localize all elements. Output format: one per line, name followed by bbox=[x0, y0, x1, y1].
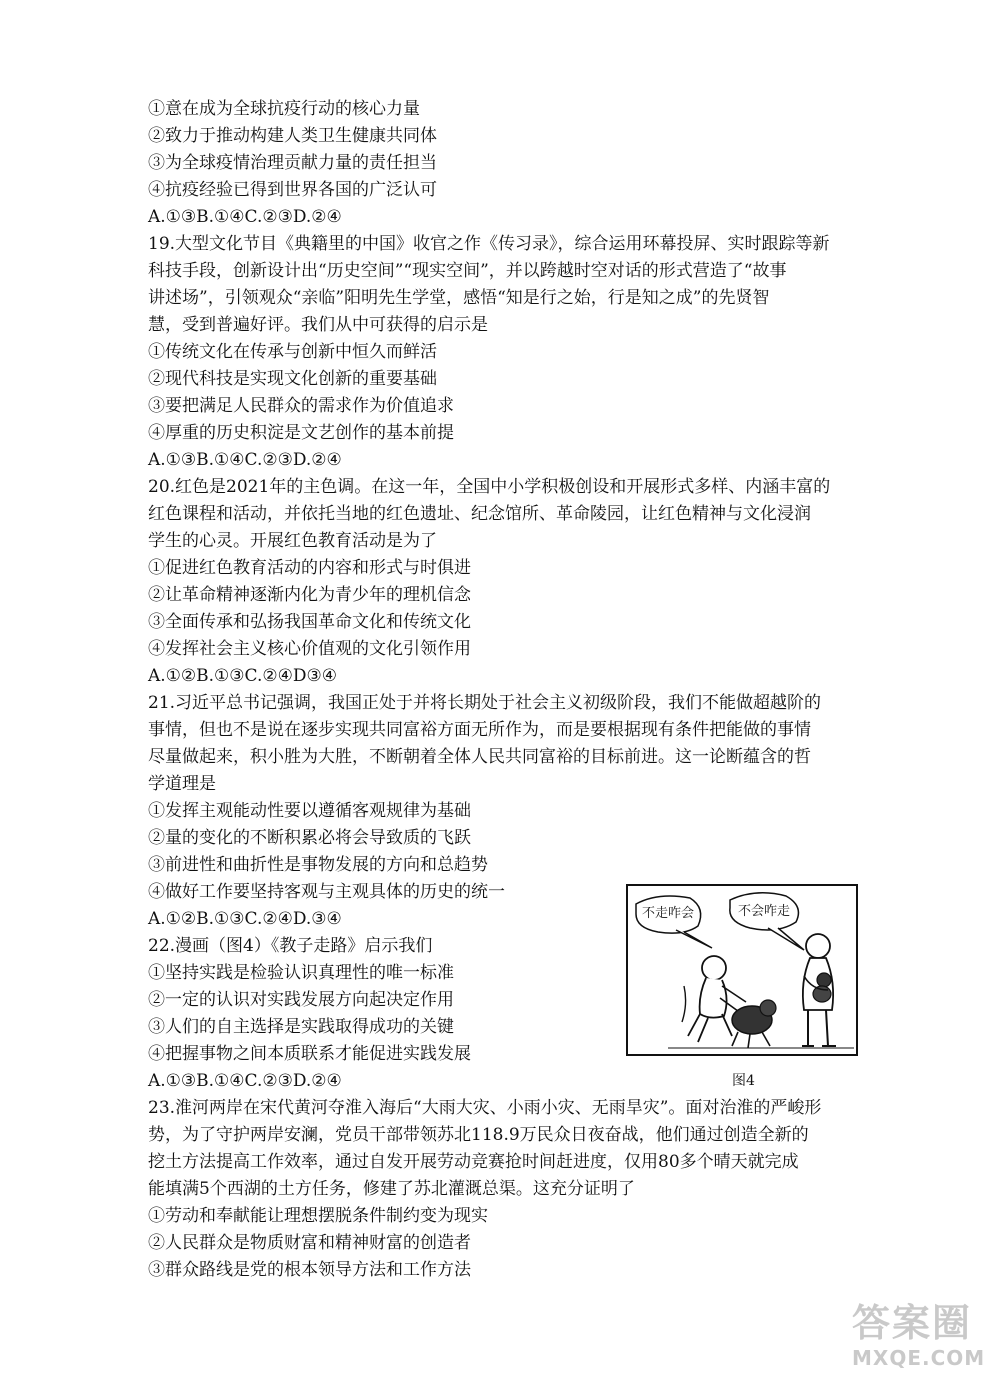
option-line: ③人们的自主选择是实践取得成功的关键 bbox=[148, 1017, 454, 1037]
option-line: ①传统文化在传承与创新中恒久而鲜活 bbox=[148, 342, 437, 362]
question-text: 讲述场”，引领观众“亲临”阳明先生学堂，感悟“知是行之始，行是知之成”的先贤智 bbox=[148, 288, 770, 308]
option-line: ④厚重的历史积淀是文艺创作的基本前提 bbox=[148, 423, 454, 443]
answer-choices: A.①③B.①④C.②③D.②④ bbox=[148, 207, 342, 227]
option-line: ①促进红色教育活动的内容和形式与时俱进 bbox=[148, 558, 471, 578]
option-line: ④发挥社会主义核心价值观的文化引领作用 bbox=[148, 639, 471, 659]
option-line: ③为全球疫情治理贡献力量的责任担当 bbox=[148, 153, 437, 173]
option-line: ③全面传承和弘扬我国革命文化和传统文化 bbox=[148, 612, 471, 632]
cartoon-frame bbox=[626, 884, 858, 1056]
option-line: ①发挥主观能动性要以遵循客观规律为基础 bbox=[148, 801, 471, 821]
option-line: ②现代科技是实现文化创新的重要基础 bbox=[148, 369, 437, 389]
figure-caption: 图4 bbox=[732, 1073, 755, 1089]
question-text: 事情，但也不是说在逐步实现共同富裕方面无所作为，而是要根据现有条件把能做的事情 bbox=[148, 720, 811, 740]
question-text: 慧，受到普遍好评。我们从中可获得的启示是 bbox=[148, 315, 488, 335]
answer-choices: A.①③B.①④C.②③D.②④ bbox=[148, 450, 342, 470]
question-text: 势，为了守护两岸安澜，党员干部带领苏北118.9万民众日夜奋战，他们通过创造全新的 bbox=[148, 1125, 809, 1145]
option-line: ④把握事物之间本质联系才能促进实践发展 bbox=[148, 1044, 471, 1064]
left-speech-bubble: 不走咋会 bbox=[642, 906, 695, 921]
watermark-url: MXQE.COM bbox=[852, 1346, 986, 1370]
cartoon-figure-4 bbox=[626, 884, 866, 1090]
answer-choices: A.①②B.①③C.②④D③④ bbox=[148, 666, 337, 686]
right-speech-bubble: 不会咋走 bbox=[738, 904, 791, 919]
option-line: ③前进性和曲折性是事物发展的方向和总趋势 bbox=[148, 855, 488, 875]
option-line: ②量的变化的不断积累必将会导致质的飞跃 bbox=[148, 828, 471, 848]
question-text: 尽量做起来，积小胜为大胜，不断朝着全体人民共同富裕的目标前进。这一论断蕴含的哲 bbox=[148, 747, 811, 767]
question-text: 科技手段，创新设计出“历史空间”“现实空间”，并以跨越时空对话的形式营造了“故事 bbox=[148, 261, 787, 281]
watermark-logo bbox=[846, 1292, 996, 1378]
option-line: ①坚持实践是检验认识真理性的唯一标准 bbox=[148, 963, 454, 983]
question-text: 20.红色是2021年的主色调。在这一年，全国中小学积极创设和开展形式多样、内涵丰富的 bbox=[148, 477, 831, 497]
option-line: ②一定的认识对实践发展方向起决定作用 bbox=[148, 990, 454, 1010]
option-line: ②人民群众是物质财富和精神财富的创造者 bbox=[148, 1233, 471, 1253]
question-text: 21.习近平总书记强调，我国正处于并将长期处于社会主义初级阶段，我们不能做超越阶的 bbox=[148, 693, 822, 713]
option-line: ③群众路线是党的根本领导方法和工作方法 bbox=[148, 1260, 471, 1280]
watermark-text: 答案圈 bbox=[852, 1301, 973, 1345]
question-text: 学道理是 bbox=[148, 774, 216, 794]
option-line: ④抗疫经验已得到世界各国的广泛认可 bbox=[148, 180, 437, 200]
option-line: ①意在成为全球抗疫行动的核心力量 bbox=[148, 99, 420, 119]
question-text: 22.漫画（图4）《教子走路》启示我们 bbox=[148, 936, 433, 956]
question-text: 能填满5个西湖的土方任务，修建了苏北灌溉总渠。这充分证明了 bbox=[148, 1179, 635, 1199]
question-text: 19.大型文化节目《典籍里的中国》收官之作《传习录》，综合运用环幕投屏、实时跟踪等新 bbox=[148, 234, 830, 254]
option-line: ③要把满足人民群众的需求作为价值追求 bbox=[148, 396, 454, 416]
answer-choices: A.①③B.①④C.②③D.②④ bbox=[148, 1071, 342, 1091]
question-text: 23.淮河两岸在宋代黄河夺淮入海后“大雨大灾、小雨小灾、无雨旱灾”。面对治淮的严峻形 bbox=[148, 1098, 822, 1118]
question-text: 红色课程和活动，并依托当地的红色遗址、纪念馆所、革命陵园，让红色精神与文化浸润 bbox=[148, 504, 811, 524]
option-line: ②致力于推动构建人类卫生健康共同体 bbox=[148, 126, 437, 146]
question-text: 学生的心灵。开展红色教育活动是为了 bbox=[148, 531, 437, 551]
option-line: ②让革命精神逐渐内化为青少年的理机信念 bbox=[148, 585, 471, 605]
option-line: ①劳动和奉献能让理想摆脱条件制约变为现实 bbox=[148, 1206, 488, 1226]
question-text: 挖土方法提高工作效率，通过自发开展劳动竞赛抢时间赶进度，仅用80多个晴天就完成 bbox=[148, 1152, 799, 1172]
answer-choices: A.①②B.①③C.②④D.③④ bbox=[148, 909, 342, 929]
option-line: ④做好工作要坚持客观与主观具体的历史的统一 bbox=[148, 882, 505, 902]
